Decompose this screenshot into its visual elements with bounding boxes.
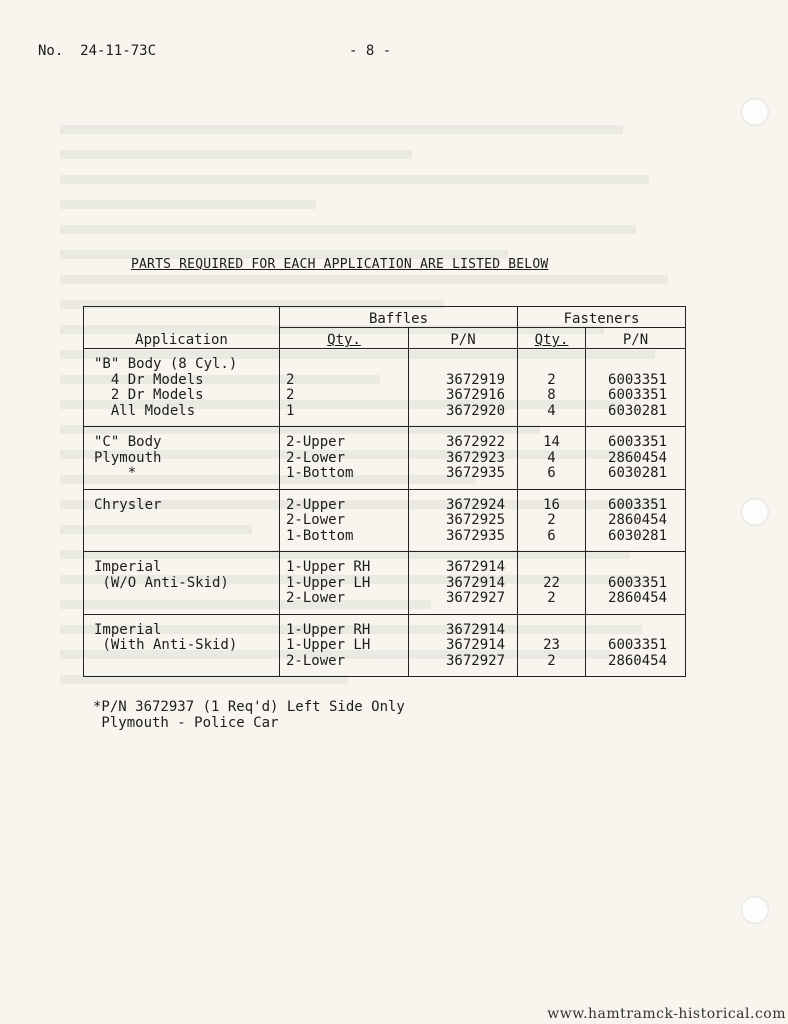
cell-baffle-qty [280, 614, 409, 677]
cell-line: 2 [547, 512, 556, 528]
cell-line [592, 623, 667, 639]
footnote [93, 699, 405, 731]
cell-line: 6003351 [608, 371, 668, 388]
col-application: Application [84, 307, 280, 349]
cell-line [592, 357, 667, 373]
cell-line: 2-Lower [286, 449, 346, 466]
cell-line: * [94, 465, 137, 481]
document-number: No. 24-11-73C [38, 43, 157, 59]
cell-baffle-qty [280, 349, 409, 427]
cell-line: 1-Bottom [286, 527, 354, 544]
cell-baffle-pn [409, 489, 518, 552]
cell-line: 2-Lower [286, 652, 346, 669]
footnote-line-1: *P/N 3672937 (1 Req'd) Left Side Only [93, 699, 405, 715]
cell-fastener-qty [518, 614, 586, 677]
cell-line: 6003351 [608, 574, 668, 591]
cell-line: 6003351 [608, 434, 668, 450]
cell-line: Imperial [94, 559, 162, 575]
cell-baffle-qty [280, 552, 409, 615]
cell-line: 3672922 [446, 434, 506, 450]
cell-line: 2 [547, 652, 556, 669]
cell-line [524, 560, 579, 576]
cell-line: 3672935 [446, 465, 506, 481]
table-row [84, 489, 686, 552]
cell-line: 2 [286, 387, 295, 403]
cell-fastener-pn [586, 489, 686, 552]
parts-table [83, 306, 686, 677]
punch-hole [741, 98, 769, 126]
table-row [84, 614, 686, 677]
cell-fastener-qty [518, 552, 586, 615]
cell-application [84, 427, 280, 490]
cell-line: 2 [547, 371, 556, 388]
cell-line: 6003351 [608, 496, 668, 513]
table-row [84, 552, 686, 615]
cell-line: 2 Dr Models [94, 387, 204, 403]
col-baffle-pn: P/N [409, 328, 518, 349]
col-baffle-qty: Qty. [280, 328, 409, 349]
cell-line: 1 [286, 402, 295, 419]
cell-line: 23 [543, 637, 560, 653]
cell-line: 2 [547, 590, 556, 606]
cell-line: "B" Body (8 Cyl.) [94, 356, 238, 372]
cell-line: 1-Upper RH [286, 621, 371, 638]
footnote-line-2: Plymouth - Police Car [93, 715, 279, 731]
cell-application [84, 349, 280, 427]
cell-line: 3672919 [446, 371, 506, 388]
cell-line: 2860454 [608, 590, 668, 606]
cell-line: 2-Upper [286, 496, 346, 513]
cell-line: 22 [543, 574, 560, 591]
cell-fastener-pn [586, 427, 686, 490]
cell-line: 1-Upper LH [286, 637, 371, 653]
cell-line: 3672914 [446, 574, 506, 591]
cell-line [415, 357, 505, 373]
cell-line [524, 357, 579, 373]
cell-baffle-qty [280, 427, 409, 490]
cell-line: (W/O Anti-Skid) [94, 574, 229, 591]
cell-baffle-pn [409, 349, 518, 427]
cell-line: 4 [547, 402, 556, 419]
col-fastener-pn: P/N [586, 328, 686, 349]
cell-fastener-qty [518, 489, 586, 552]
cell-line: 4 [547, 449, 556, 466]
cell-line: 3672914 [446, 559, 506, 575]
cell-line: 3672924 [446, 496, 506, 513]
watermark: www.hamtramck-historical.com [547, 1006, 786, 1022]
cell-line: 3672914 [446, 621, 506, 638]
group-baffles: Baffles [280, 307, 518, 328]
cell-line: 3672925 [446, 512, 506, 528]
cell-line [94, 591, 273, 607]
cell-line: 3672927 [446, 652, 506, 669]
table-row [84, 427, 686, 490]
cell-line: 2-Lower [286, 590, 346, 606]
cell-line: 6030281 [608, 527, 668, 544]
cell-line: Plymouth [94, 449, 162, 466]
cell-application [84, 489, 280, 552]
cell-application [84, 614, 280, 677]
cell-application [84, 552, 280, 615]
cell-line: 2-Upper [286, 434, 346, 450]
cell-line: 6 [547, 527, 556, 544]
cell-baffle-pn [409, 552, 518, 615]
table-body [84, 349, 686, 677]
cell-line: Chrysler [94, 496, 162, 513]
cell-line: All Models [94, 402, 196, 419]
cell-line: 1-Upper RH [286, 559, 371, 575]
cell-line: 2860454 [608, 449, 668, 466]
cell-line: 8 [547, 387, 556, 403]
cell-fastener-pn [586, 349, 686, 427]
cell-fastener-pn [586, 614, 686, 677]
section-heading: PARTS REQUIRED FOR EACH APPLICATION ARE LISTED BELOW [131, 257, 549, 272]
cell-line: 16 [543, 496, 560, 513]
cell-line: 2 [286, 371, 295, 388]
cell-line [94, 654, 273, 670]
punch-hole [741, 896, 769, 924]
cell-line: 2860454 [608, 512, 668, 528]
cell-baffle-pn [409, 614, 518, 677]
cell-line: 2860454 [608, 652, 668, 669]
cell-line: "C" Body [94, 434, 162, 450]
cell-line [94, 513, 273, 529]
cell-line [524, 623, 579, 639]
cell-line: 2-Lower [286, 512, 346, 528]
cell-line: 3672923 [446, 449, 506, 466]
cell-baffle-pn [409, 427, 518, 490]
cell-line: Imperial [94, 621, 162, 638]
cell-line: 3672916 [446, 387, 506, 403]
cell-line: 3672920 [446, 402, 506, 419]
cell-fastener-qty [518, 427, 586, 490]
cell-line: 6030281 [608, 465, 668, 481]
table-row [84, 349, 686, 427]
cell-line: 3672914 [446, 637, 506, 653]
cell-fastener-pn [586, 552, 686, 615]
cell-line [286, 357, 402, 373]
cell-line: 6003351 [608, 637, 668, 653]
col-fastener-qty: Qty. [518, 328, 586, 349]
cell-line: (With Anti-Skid) [94, 637, 238, 653]
cell-line: 3672927 [446, 590, 506, 606]
cell-line: 6 [547, 465, 556, 481]
cell-line: 1-Bottom [286, 465, 354, 481]
cell-line: 1-Upper LH [286, 574, 371, 591]
cell-line: 6003351 [608, 387, 668, 403]
cell-line: 6030281 [608, 402, 668, 419]
group-fasteners: Fasteners [518, 307, 686, 328]
cell-line: 4 Dr Models [94, 371, 204, 388]
page-number: - 8 - [349, 43, 392, 59]
cell-line [592, 560, 667, 576]
cell-fastener-qty [518, 349, 586, 427]
cell-line: 3672935 [446, 527, 506, 544]
cell-baffle-qty [280, 489, 409, 552]
cell-line: 14 [543, 434, 560, 450]
punch-hole [741, 498, 769, 526]
cell-line [94, 529, 273, 545]
